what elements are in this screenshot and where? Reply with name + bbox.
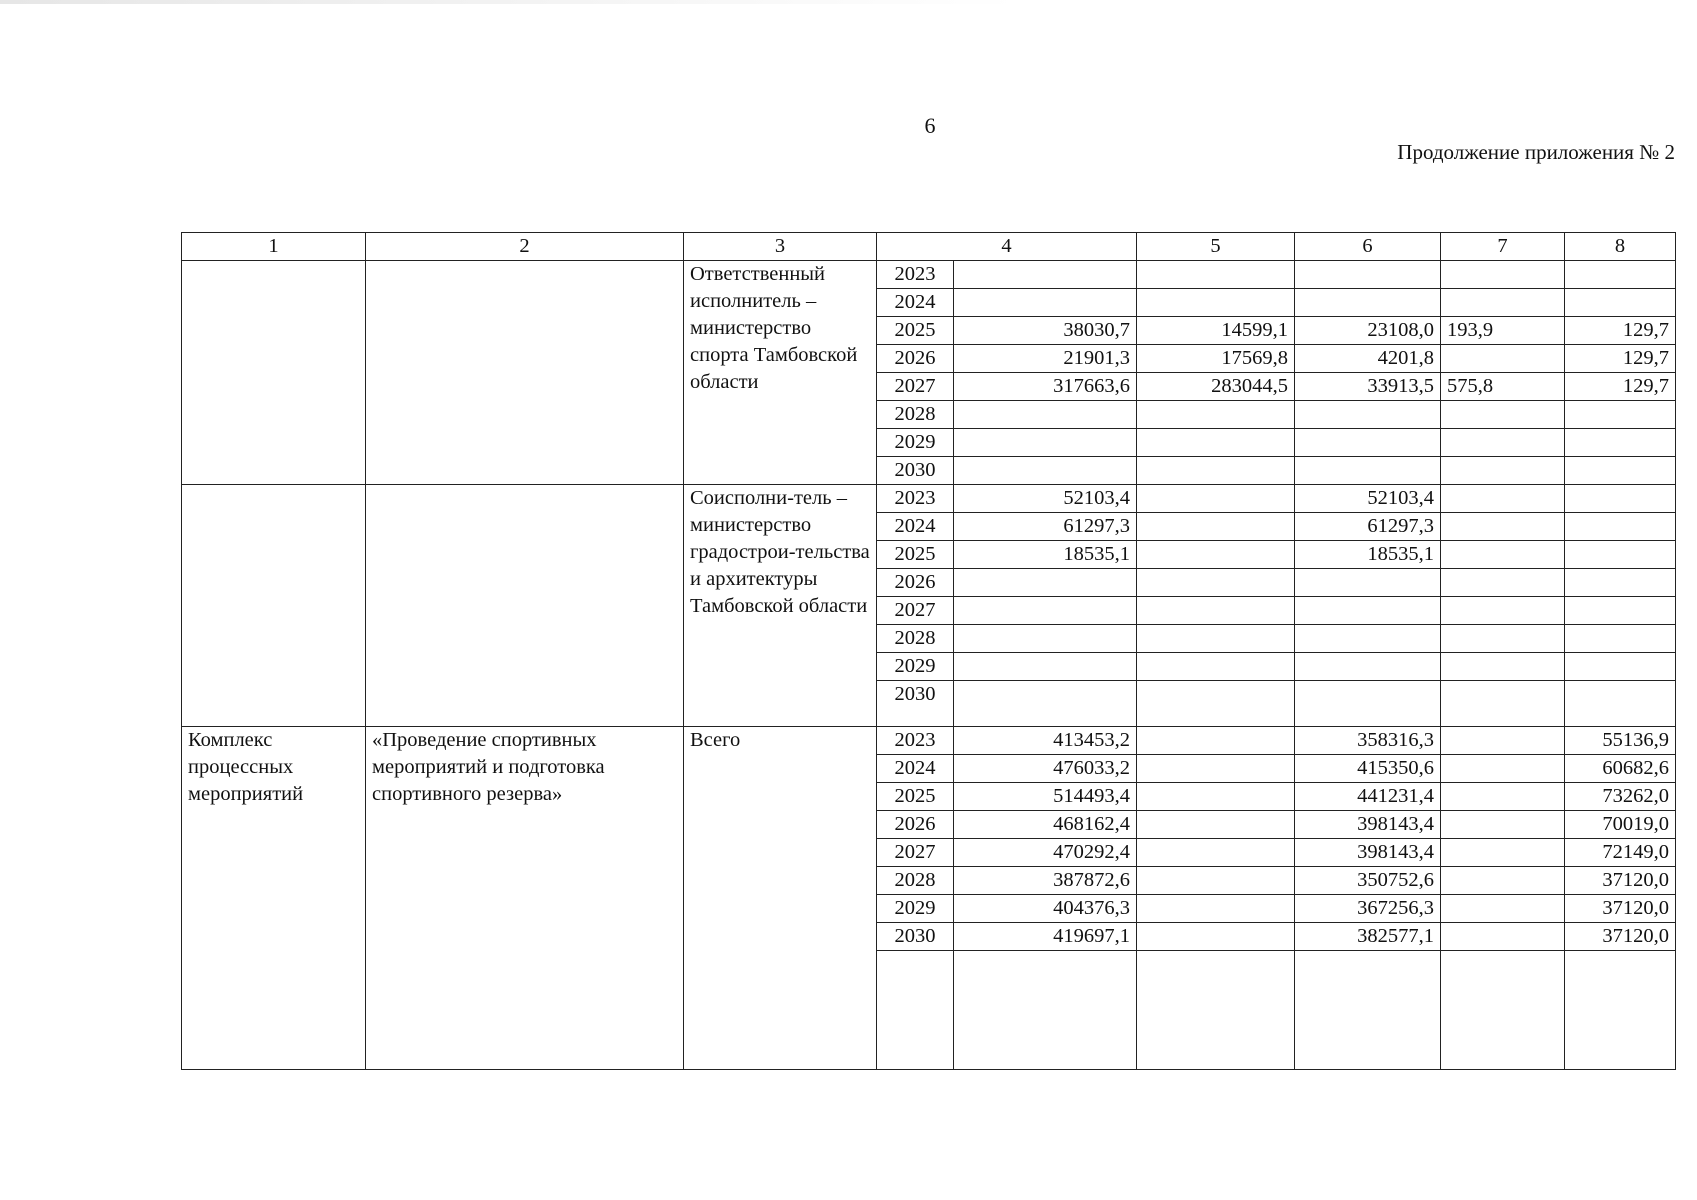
value-cell-col6: 350752,6 [1295, 867, 1441, 895]
year-cell: 2025 [877, 541, 954, 569]
value-cell-col8 [1565, 289, 1676, 317]
value-cell-col6: 33913,5 [1295, 373, 1441, 401]
value-cell-col7 [1441, 625, 1565, 653]
value-cell-col6: 415350,6 [1295, 755, 1441, 783]
value-cell-col4: 317663,6 [954, 373, 1137, 401]
value-cell-col7 [1441, 867, 1565, 895]
empty-cell [1137, 951, 1295, 1070]
year-cell: 2026 [877, 811, 954, 839]
executor-cell: Ответственный исполнитель – министерство спорта Тамбовской области [684, 261, 877, 485]
value-cell-col7 [1441, 923, 1565, 951]
year-cell: 2023 [877, 727, 954, 755]
value-cell-col6: 441231,4 [1295, 783, 1441, 811]
value-cell-col5 [1137, 261, 1295, 289]
value-cell-col6 [1295, 597, 1441, 625]
value-cell-col4: 514493,4 [954, 783, 1137, 811]
value-cell-col8: 55136,9 [1565, 727, 1676, 755]
value-cell-col7 [1441, 569, 1565, 597]
value-cell-col7 [1441, 345, 1565, 373]
value-cell-col8 [1565, 569, 1676, 597]
value-cell-col6 [1295, 653, 1441, 681]
year-cell: 2023 [877, 485, 954, 513]
value-cell-col7 [1441, 401, 1565, 429]
header-col-7: 7 [1441, 233, 1565, 261]
value-cell-col6: 367256,3 [1295, 895, 1441, 923]
value-cell-col6: 4201,8 [1295, 345, 1441, 373]
value-cell-col8 [1565, 485, 1676, 513]
value-cell-col4 [954, 457, 1137, 485]
header-col-8: 8 [1565, 233, 1676, 261]
year-cell: 2024 [877, 289, 954, 317]
year-cell: 2026 [877, 569, 954, 597]
program-type-cell [182, 485, 366, 727]
value-cell-col5 [1137, 597, 1295, 625]
value-cell-col7 [1441, 457, 1565, 485]
value-cell-col8 [1565, 597, 1676, 625]
value-cell-col7 [1441, 755, 1565, 783]
value-cell-col8: 129,7 [1565, 373, 1676, 401]
value-cell-col7 [1441, 429, 1565, 457]
value-cell-col5 [1137, 811, 1295, 839]
value-cell-col4 [954, 401, 1137, 429]
value-cell-col4: 387872,6 [954, 867, 1137, 895]
value-cell-col5 [1137, 681, 1295, 727]
value-cell-col5 [1137, 625, 1295, 653]
value-cell-col4: 470292,4 [954, 839, 1137, 867]
value-cell-col4 [954, 653, 1137, 681]
scan-edge [0, 0, 1697, 4]
value-cell-col8: 60682,6 [1565, 755, 1676, 783]
header-row [182, 233, 1676, 261]
executor-cell: Соисполни-тель – министерство градострои-тельства и архитектуры Тамбовской области [684, 485, 877, 727]
table-row [182, 261, 1676, 289]
value-cell-col4: 419697,1 [954, 923, 1137, 951]
header-col-5: 5 [1137, 233, 1295, 261]
value-cell-col8: 129,7 [1565, 345, 1676, 373]
header-col-2: 2 [366, 233, 684, 261]
value-cell-col4 [954, 429, 1137, 457]
year-cell: 2026 [877, 345, 954, 373]
value-cell-col6: 382577,1 [1295, 923, 1441, 951]
value-cell-col7 [1441, 261, 1565, 289]
value-cell-col5 [1137, 783, 1295, 811]
value-cell-col4: 18535,1 [954, 541, 1137, 569]
value-cell-col8 [1565, 429, 1676, 457]
value-cell-col5 [1137, 653, 1295, 681]
year-cell: 2028 [877, 867, 954, 895]
value-cell-col5 [1137, 457, 1295, 485]
value-cell-col7 [1441, 783, 1565, 811]
value-cell-col7: 575,8 [1441, 373, 1565, 401]
value-cell-col5 [1137, 923, 1295, 951]
value-cell-col5: 14599,1 [1137, 317, 1295, 345]
program-type-cell: Комплекс процессных мероприятий [182, 727, 366, 1070]
value-cell-col6: 18535,1 [1295, 541, 1441, 569]
value-cell-col4 [954, 569, 1137, 597]
value-cell-col6: 358316,3 [1295, 727, 1441, 755]
value-cell-col8: 37120,0 [1565, 867, 1676, 895]
year-cell: 2027 [877, 597, 954, 625]
value-cell-col8: 37120,0 [1565, 895, 1676, 923]
year-cell: 2030 [877, 923, 954, 951]
value-cell-col6: 23108,0 [1295, 317, 1441, 345]
value-cell-col4: 61297,3 [954, 513, 1137, 541]
year-cell: 2030 [877, 457, 954, 485]
value-cell-col5 [1137, 569, 1295, 597]
program-name-cell [366, 485, 684, 727]
value-cell-col5 [1137, 839, 1295, 867]
value-cell-col6: 398143,4 [1295, 811, 1441, 839]
program-name-cell [366, 261, 684, 485]
value-cell-col7 [1441, 681, 1565, 727]
year-cell: 2023 [877, 261, 954, 289]
funding-table [181, 232, 1676, 1070]
value-cell-col4 [954, 597, 1137, 625]
value-cell-col5 [1137, 513, 1295, 541]
year-cell: 2025 [877, 317, 954, 345]
year-cell: 2024 [877, 755, 954, 783]
table-body [182, 261, 1676, 1070]
value-cell-col8 [1565, 625, 1676, 653]
value-cell-col5 [1137, 727, 1295, 755]
year-cell: 2028 [877, 401, 954, 429]
value-cell-col7 [1441, 597, 1565, 625]
empty-cell [1565, 951, 1676, 1070]
table-row [182, 727, 1676, 755]
header-col-3: 3 [684, 233, 877, 261]
header-col-1: 1 [182, 233, 366, 261]
value-cell-col4 [954, 261, 1137, 289]
continuation-note: Продолжение приложения № 2 [1397, 140, 1675, 164]
value-cell-col5 [1137, 429, 1295, 457]
value-cell-col8: 73262,0 [1565, 783, 1676, 811]
value-cell-col5 [1137, 755, 1295, 783]
table-row [182, 485, 1676, 513]
value-cell-col6 [1295, 261, 1441, 289]
year-cell: 2029 [877, 429, 954, 457]
value-cell-col5 [1137, 289, 1295, 317]
value-cell-col7: 193,9 [1441, 317, 1565, 345]
program-type-cell [182, 261, 366, 485]
value-cell-col4 [954, 681, 1137, 727]
value-cell-col6 [1295, 429, 1441, 457]
value-cell-col4 [954, 289, 1137, 317]
empty-cell [954, 951, 1137, 1070]
value-cell-col8 [1565, 513, 1676, 541]
value-cell-col4: 38030,7 [954, 317, 1137, 345]
year-cell: 2027 [877, 839, 954, 867]
value-cell-col4: 476033,2 [954, 755, 1137, 783]
value-cell-col6: 52103,4 [1295, 485, 1441, 513]
value-cell-col7 [1441, 653, 1565, 681]
value-cell-col7 [1441, 811, 1565, 839]
value-cell-col7 [1441, 485, 1565, 513]
value-cell-col8: 70019,0 [1565, 811, 1676, 839]
value-cell-col6 [1295, 681, 1441, 727]
value-cell-col8 [1565, 261, 1676, 289]
value-cell-col4 [954, 625, 1137, 653]
value-cell-col6 [1295, 401, 1441, 429]
value-cell-col8 [1565, 541, 1676, 569]
value-cell-col8: 129,7 [1565, 317, 1676, 345]
value-cell-col8: 37120,0 [1565, 923, 1676, 951]
empty-cell [1441, 951, 1565, 1070]
value-cell-col7 [1441, 895, 1565, 923]
value-cell-col8 [1565, 653, 1676, 681]
year-cell: 2024 [877, 513, 954, 541]
value-cell-col7 [1441, 513, 1565, 541]
value-cell-col8 [1565, 681, 1676, 727]
value-cell-col4: 21901,3 [954, 345, 1137, 373]
year-cell: 2029 [877, 895, 954, 923]
value-cell-col4: 404376,3 [954, 895, 1137, 923]
program-name-cell: «Проведение спортивных мероприятий и подготовка спортивного резерва» [366, 727, 684, 1070]
value-cell-col5: 283044,5 [1137, 373, 1295, 401]
value-cell-col6 [1295, 289, 1441, 317]
page-number: 6 [924, 113, 936, 138]
value-cell-col6 [1295, 625, 1441, 653]
value-cell-col5 [1137, 401, 1295, 429]
value-cell-col7 [1441, 727, 1565, 755]
year-cell: 2027 [877, 373, 954, 401]
value-cell-col7 [1441, 839, 1565, 867]
value-cell-col7 [1441, 289, 1565, 317]
value-cell-col4: 52103,4 [954, 485, 1137, 513]
value-cell-col8 [1565, 401, 1676, 429]
empty-cell [877, 951, 954, 1070]
value-cell-col5 [1137, 485, 1295, 513]
header-col-4: 4 [877, 233, 1137, 261]
empty-cell [1295, 951, 1441, 1070]
executor-cell: Всего [684, 727, 877, 1070]
value-cell-col4: 468162,4 [954, 811, 1137, 839]
value-cell-col8 [1565, 457, 1676, 485]
value-cell-col5 [1137, 895, 1295, 923]
year-cell: 2028 [877, 625, 954, 653]
value-cell-col8: 72149,0 [1565, 839, 1676, 867]
value-cell-col6 [1295, 457, 1441, 485]
header-col-6: 6 [1295, 233, 1441, 261]
value-cell-col5 [1137, 867, 1295, 895]
value-cell-col4: 413453,2 [954, 727, 1137, 755]
year-cell: 2030 [877, 681, 954, 727]
value-cell-col6: 61297,3 [1295, 513, 1441, 541]
value-cell-col5 [1137, 541, 1295, 569]
value-cell-col6: 398143,4 [1295, 839, 1441, 867]
year-cell: 2025 [877, 783, 954, 811]
value-cell-col5: 17569,8 [1137, 345, 1295, 373]
year-cell: 2029 [877, 653, 954, 681]
value-cell-col6 [1295, 569, 1441, 597]
value-cell-col7 [1441, 541, 1565, 569]
